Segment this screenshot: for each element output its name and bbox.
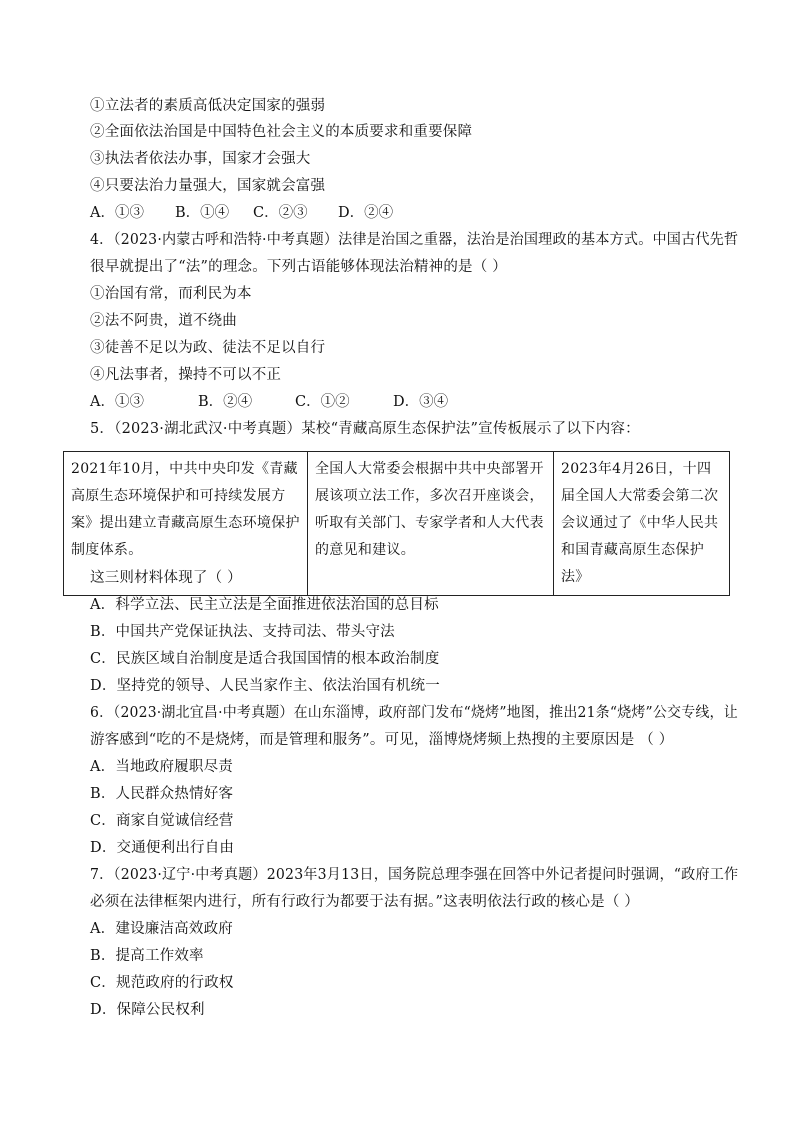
q7-stem-line2: 必须在法律框架内进行，所有行政行为都要于法有据。”这表明依法行政的核心是（ ） <box>90 894 640 910</box>
q3-statement-1: ①立法者的素质高低决定国家的强弱 <box>90 98 326 114</box>
q5-question: 这三则材料体现了（ ） <box>90 570 242 586</box>
q3-statement-4: ④只要法治力量强大，国家就会富强 <box>90 178 326 194</box>
q4-stem-line1: 4．（2023·内蒙古呼和浩特·中考真题）法律是治国之重器，法治是治国理政的基本方式。中国古代先哲 <box>90 232 739 248</box>
q3-option-c[interactable]: C．②③ <box>253 205 308 221</box>
q7-option-c[interactable]: C．规范政府的行政权 <box>90 975 234 991</box>
q4-stem-line2: 很早就提出了“法”的理念。下列古语能够体现法治精神的是（ ） <box>90 259 507 275</box>
q4-option-b[interactable]: B．②④ <box>198 394 253 410</box>
q7-option-b[interactable]: B．提高工作效率 <box>90 948 204 964</box>
q5-material-1: 2021年10月，中共中央印发《青藏高原生态环境保护和可持续发展方案》提出建立青藏高原生态环境保护制度体系。 <box>64 452 308 596</box>
q7-option-a[interactable]: A．建设廉洁高效政府 <box>90 921 233 937</box>
q7-stem-line1: 7．（2023·辽宁·中考真题）2023年3月13日，国务院总理李强在回答中外记者提问时强调，“政府工作 <box>90 867 739 883</box>
q6-option-b[interactable]: B．人民群众热情好客 <box>90 786 234 802</box>
q3-options <box>90 203 393 223</box>
q4-options <box>90 392 448 412</box>
q6-option-c[interactable]: C．商家自觉诚信经营 <box>90 813 234 829</box>
q6-stem-line2: 游客感到“吃的不是烧烤，而是管理和服务”。可见，淄博烧烤频上热搜的主要原因是 （ ） <box>90 732 674 748</box>
q5-material-3: 2023年4月26日，十四届全国人大常委会第二次会议通过了《中华人民共和国青藏高原生态保护法》 <box>554 452 730 596</box>
q4-statement-2: ②法不阿贵，道不绕曲 <box>90 313 237 329</box>
q3-option-a[interactable]: A．①③ <box>90 205 144 221</box>
q4-option-d[interactable]: D．③④ <box>393 394 449 410</box>
q5-option-d[interactable]: D．坚持党的领导、人民当家作主、依法治国有机统一 <box>90 678 440 694</box>
q4-statement-4: ④凡法事者，操持不可以不正 <box>90 367 282 383</box>
q3-statement-3: ③执法者依法办事，国家才会强大 <box>90 151 311 167</box>
q5-option-b[interactable]: B．中国共产党保证执法、支持司法、带头守法 <box>90 624 395 640</box>
q6-option-a[interactable]: A．当地政府履职尽责 <box>90 759 233 775</box>
q4-statement-1: ①治国有常，而利民为本 <box>90 286 252 302</box>
q4-statement-3: ③徒善不足以为政、徒法不足以自行 <box>90 340 326 356</box>
q4-option-a[interactable]: A．①③ <box>90 394 144 410</box>
q5-stem: 5．（2023·湖北武汉·中考真题）某校“青藏高原生态保护法”宣传板展示了以下内容： <box>90 421 640 437</box>
q3-option-b[interactable]: B．①④ <box>175 205 230 221</box>
q3-statement-2: ②全面依法治国是中国特色社会主义的本质要求和重要保障 <box>90 124 473 140</box>
q5-option-c[interactable]: C．民族区域自治制度是适合我国国情的根本政治制度 <box>90 651 440 667</box>
q3-option-d[interactable]: D．②④ <box>338 205 394 221</box>
q6-option-d[interactable]: D．交通便利出行自由 <box>90 840 235 856</box>
q7-option-d[interactable]: D．保障公民权利 <box>90 1002 205 1018</box>
q5-material-2: 全国人大常委会根据中共中央部署开展该项立法工作，多次召开座谈会，听取有关部门、专家学者和人大代表的意见和建议。 <box>308 452 554 596</box>
q6-stem-line1: 6．（2023·湖北宜昌·中考真题）在山东淄博，政府部门发布“烧烤”地图，推出21条“烧烤”公交专线，让 <box>90 705 738 721</box>
q5-option-a[interactable]: A．科学立法、民主立法是全面推进依法治国的总目标 <box>90 597 439 613</box>
q4-option-c[interactable]: C．①② <box>295 394 350 410</box>
